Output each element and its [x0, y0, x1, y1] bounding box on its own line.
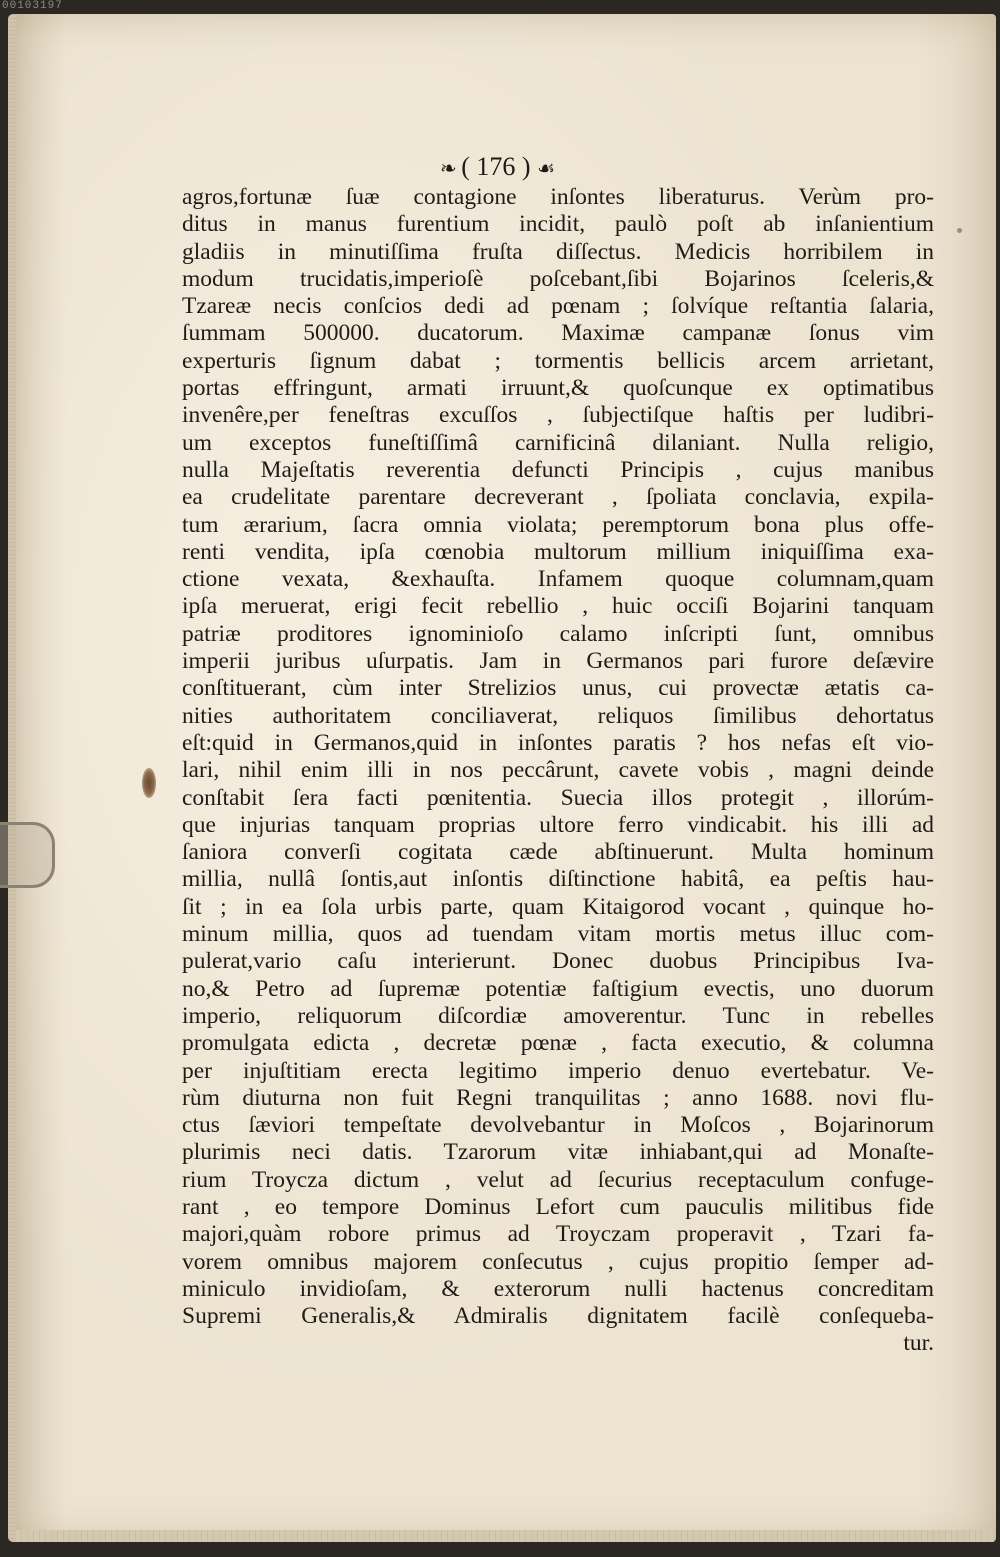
page-clip-icon — [0, 822, 55, 888]
text-line-last: tur. — [903, 1330, 934, 1357]
page-edge-left — [8, 14, 16, 1542]
text-line: lari, nihil enim illi in nos peccârunt, cavete vobis , magni deinde — [182, 757, 934, 784]
ornament-right-icon: ☙ — [537, 158, 554, 180]
text-line: rant , eo tempore Dominus Lefort cum pauculis militibus fide — [182, 1193, 934, 1220]
text-line: conſtituerant, cùm inter Strelizios unus, cui provectæ ætatis ca- — [182, 675, 934, 702]
text-line: um exceptos funeſtiſſimâ carnificinâ dilaniant. Nulla religio, — [182, 429, 934, 456]
text-line: portas effringunt, armati irruunt,& quoſcunque ex optimatibus — [182, 375, 934, 402]
text-line: ctus ſæviori tempeſtate devolvebantur in Moſcos , Bojarinorum — [182, 1112, 934, 1139]
text-line: minum millia, quos ad tuendam vitam mortis metus illuc com- — [182, 921, 934, 948]
text-line: agros,fortunæ ſuæ contagione inſontes liberaturus. Verùm pro- — [182, 184, 934, 210]
text-line: renti vendita, ipſa cœnobia multorum millium iniquiſſima exa- — [182, 538, 934, 565]
margin-mark — [957, 228, 962, 233]
text-line: no,& Petro ad ſupremæ potentiæ faſtigium evectis, uno duorum — [182, 975, 934, 1002]
text-line: rùm diuturna non fuit Regni tranquilitas ; anno 1688. novi flu- — [182, 1084, 934, 1111]
ornament-left-icon: ❧ — [440, 158, 455, 180]
text-line: ſaniora converſi cogitata cæde abſtinuerunt. Multa hominum — [182, 839, 934, 866]
ink-stain — [142, 768, 156, 798]
text-line: eſt:quid in Germanos,quid in inſontes paratis ? hos nefas eſt vio- — [182, 729, 934, 756]
scan-identifier: 00103197 — [2, 0, 63, 12]
text-line: ipſa meruerat, erigi fecit rebellio , huic occiſi Bojarini tanquam — [182, 593, 934, 620]
text-line: conſtabit ſera facti pœnitentia. Suecia illos protegit , illorúm- — [182, 784, 934, 811]
text-line: per injuſtitiam erecta legitimo imperio denuo evertebatur. Ve- — [182, 1057, 934, 1084]
text-line: experturis ſignum dabat ; tormentis bellicis arcem arrietant, — [182, 347, 934, 374]
text-line: tum ærarium, ſacra omnia violata; peremptorum bona plus offe- — [182, 511, 934, 538]
page-edge-bottom — [16, 1530, 994, 1542]
page-number: ( 176 ) — [461, 152, 531, 181]
text-line: gladiis in minutiſſima fruſta diſſectus. Medicis horribilem in — [182, 238, 934, 265]
text-line: Supremi Generalis,& Admiralis dignitatem facilè conſequeba- — [182, 1303, 934, 1330]
text-line: rium Troycza dictum , velut ad ſecurius receptaculum confuge- — [182, 1166, 934, 1193]
text-line: ea crudelitate parentare decreverant , ſpoliata conclavia, expila- — [182, 484, 934, 511]
text-line: ditus in manus furentium incidit, paulò poſt ab inſanientium — [182, 211, 934, 238]
text-line: miniculo invidioſam, & exterorum nulli hactenus concreditam — [182, 1275, 934, 1302]
text-line: millia, nullâ ſontis,aut inſontis diſtinctione habitâ, ea peſtis hau- — [182, 866, 934, 893]
text-line: ctione vexata, &exhauſta. Infamem quoque columnam,quam — [182, 566, 934, 593]
text-line: plurimis neci datis. Tzarorum vitæ inhiabant,qui ad Monaſte- — [182, 1139, 934, 1166]
text-line: ſit ; in ea ſola urbis parte, quam Kitaigorod vocant , quinque ho- — [182, 893, 934, 920]
text-line: nulla Majeſtatis reverentia defuncti Principis , cujus manibus — [182, 456, 934, 483]
text-line: vorem omnibus majorem conſecutus , cujus propitio ſemper ad- — [182, 1248, 934, 1275]
text-line: modum trucidatis,imperioſè poſcebant,ſibi Bojarinos ſceleris,& — [182, 265, 934, 292]
text-line: majori,quàm robore primus ad Troyczam properavit , Tzari fa- — [182, 1221, 934, 1248]
body-text — [182, 184, 934, 1358]
text-line: promulgata edicta , decretæ pœnæ , facta executio, & columna — [182, 1030, 934, 1057]
text-line: nities authoritatem conciliaverat, reliquos ſimilibus dehortatus — [182, 702, 934, 729]
text-line: ſummam 500000. ducatorum. Maximæ campanæ ſonus vim — [182, 320, 934, 347]
text-line: invenêre,per feneſtras excuſſos , ſubjectiſque haſtis per ludibri- — [182, 402, 934, 429]
text-line: Tzareæ necis conſcios dedi ad pœnam ; ſolvíque reſtantia ſalaria, — [182, 293, 934, 320]
text-line: imperio, reliquorum diſcordiæ amoverentur. Tunc in rebelles — [182, 1002, 934, 1029]
text-line: patriæ proditores ignominioſo calamo inſcripti ſunt, omnibus — [182, 620, 934, 647]
text-line: que injurias tanquam proprias ultore ferro vindicabit. his illi ad — [182, 811, 934, 838]
text-line: pulerat,vario caſu interierunt. Donec duobus Principibus Iva- — [182, 948, 934, 975]
text-line: imperii juribus uſurpatis. Jam in Germanos pari furore deſævire — [182, 648, 934, 675]
page-header — [440, 152, 553, 182]
